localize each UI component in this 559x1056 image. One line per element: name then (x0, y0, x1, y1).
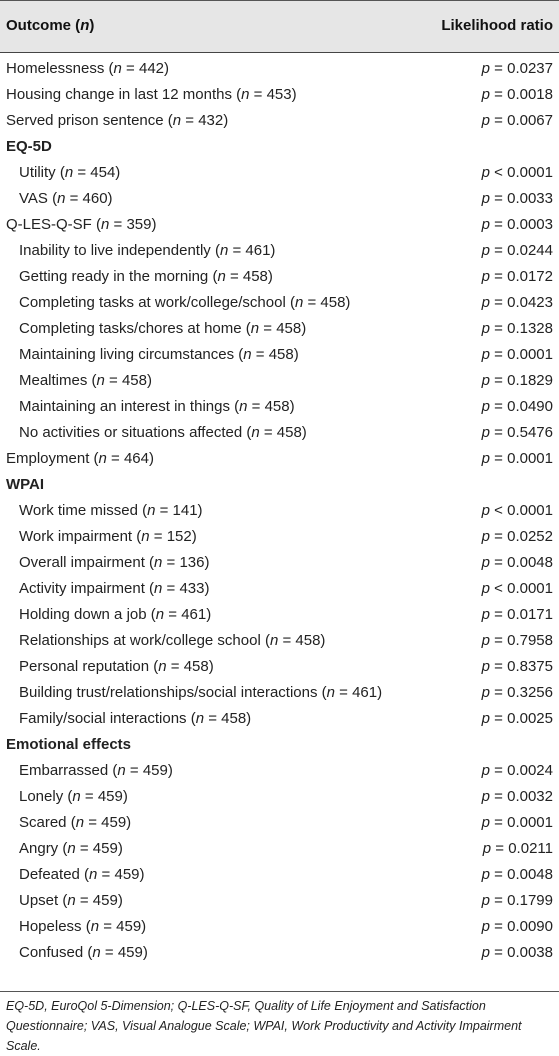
table-row (0, 524, 559, 550)
table-row (0, 56, 559, 82)
table-row (0, 316, 559, 342)
likelihood-value: p = 0.0024 (481, 762, 553, 779)
likelihood-value: p = 0.1799 (481, 892, 553, 909)
outcome-label: Maintaining an interest in things (n = 458) (19, 398, 295, 415)
outcome-label: Housing change in last 12 months (n = 453) (6, 86, 297, 103)
table-row (0, 706, 559, 732)
outcome-label: Upset (n = 459) (19, 892, 123, 909)
table-row (0, 628, 559, 654)
outcome-label: Inability to live independently (n = 461) (19, 242, 276, 259)
table-row (0, 680, 559, 706)
table-row (0, 342, 559, 368)
likelihood-value: p = 0.3256 (481, 684, 553, 701)
table-row (0, 186, 559, 212)
outcome-label: Overall impairment (n = 136) (19, 554, 210, 571)
outcome-label: Mealtimes (n = 458) (19, 372, 152, 389)
header-likelihood-ratio: Likelihood ratio (441, 17, 553, 34)
section-heading-row (0, 134, 559, 160)
outcome-label: Embarrassed (n = 459) (19, 762, 173, 779)
likelihood-value: p = 0.0048 (481, 866, 553, 883)
table-row (0, 264, 559, 290)
likelihood-value: p = 0.0025 (481, 710, 553, 727)
outcome-label: Scared (n = 459) (19, 814, 132, 831)
table-bottom-rule (0, 991, 559, 992)
table-row (0, 914, 559, 940)
outcome-label: Activity impairment (n = 433) (19, 580, 210, 597)
table-row (0, 394, 559, 420)
table-header (0, 1, 559, 53)
outcome-label: No activities or situations affected (n = 458) (19, 424, 307, 441)
table-row (0, 940, 559, 966)
outcome-label: Holding down a job (n = 461) (19, 606, 212, 623)
outcome-label: Utility (n = 454) (19, 164, 121, 181)
outcome-label: Maintaining living circumstances (n = 458) (19, 346, 299, 363)
table-row (0, 550, 559, 576)
likelihood-value: p = 0.1328 (481, 320, 553, 337)
table-row (0, 420, 559, 446)
table-row (0, 576, 559, 602)
likelihood-value: p = 0.0244 (481, 242, 553, 259)
outcome-label: Q-LES-Q-SF (n = 359) (6, 216, 157, 233)
likelihood-value: p < 0.0001 (481, 164, 553, 181)
table-row (0, 290, 559, 316)
outcome-label: Hopeless (n = 459) (19, 918, 147, 935)
outcome-label: Family/social interactions (n = 458) (19, 710, 252, 727)
likelihood-value: p = 0.7958 (481, 632, 553, 649)
likelihood-value: p = 0.0172 (481, 268, 553, 285)
likelihood-value: p = 0.1829 (481, 372, 553, 389)
section-heading: EQ-5D (6, 138, 52, 155)
table-row (0, 784, 559, 810)
outcome-label: Getting ready in the morning (n = 458) (19, 268, 273, 285)
outcome-label: Work impairment (n = 152) (19, 528, 197, 545)
table-row (0, 888, 559, 914)
table-row (0, 758, 559, 784)
table-row (0, 212, 559, 238)
outcome-label: Personal reputation (n = 458) (19, 658, 214, 675)
likelihood-value: p = 0.0211 (482, 840, 553, 857)
outcome-label: Homelessness (n = 442) (6, 60, 170, 77)
outcome-label: Work time missed (n = 141) (19, 502, 203, 519)
table-row (0, 836, 559, 862)
likelihood-value: p = 0.0237 (481, 60, 553, 77)
table-row (0, 160, 559, 186)
likelihood-value: p = 0.0038 (481, 944, 553, 961)
likelihood-value: p = 0.8375 (481, 658, 553, 675)
likelihood-value: p = 0.0033 (481, 190, 553, 207)
likelihood-value: p = 0.0490 (481, 398, 553, 415)
likelihood-value: p < 0.0001 (481, 502, 553, 519)
likelihood-value: p = 0.0090 (481, 918, 553, 935)
table-body (0, 53, 559, 966)
table-footnote: EQ-5D, EuroQol 5-Dimension; Q-LES-Q-SF, Quality of Life Enjoyment and Satisfaction Questionnaire; VAS, Visual Analogue Scale; WPAI, Work Productivity and Activity Impairment Scale. (6, 999, 522, 1053)
section-heading: WPAI (6, 476, 45, 493)
likelihood-value: p = 0.0001 (481, 814, 553, 831)
table-row (0, 810, 559, 836)
likelihood-value: p = 0.0003 (481, 216, 553, 233)
table-row (0, 108, 559, 134)
table-row (0, 498, 559, 524)
table-row (0, 654, 559, 680)
likelihood-value: p = 0.0048 (481, 554, 553, 571)
likelihood-value: p = 0.0252 (481, 528, 553, 545)
section-heading-row (0, 732, 559, 758)
outcome-label: Employment (n = 464) (6, 450, 154, 467)
table-row (0, 446, 559, 472)
outcome-label: VAS (n = 460) (19, 190, 113, 207)
section-heading: Emotional effects (6, 736, 132, 753)
likelihood-value: p < 0.0001 (481, 580, 553, 597)
outcome-label: Completing tasks at work/college/school (n = 458) (19, 294, 351, 311)
table-row (0, 82, 559, 108)
outcome-label: Angry (n = 459) (19, 840, 123, 857)
outcome-label: Served prison sentence (n = 432) (6, 112, 229, 129)
outcome-label: Relationships at work/college school (n = 458) (19, 632, 326, 649)
outcome-label: Lonely (n = 459) (19, 788, 128, 805)
table-row (0, 862, 559, 888)
likelihood-value: p = 0.0001 (481, 346, 553, 363)
outcome-label: Defeated (n = 459) (19, 866, 145, 883)
table-row (0, 238, 559, 264)
outcome-label: Confused (n = 459) (19, 944, 148, 961)
outcome-label: Completing tasks/chores at home (n = 458) (19, 320, 307, 337)
header-outcome: Outcome (n) (6, 17, 95, 34)
likelihood-value: p = 0.0171 (481, 606, 553, 623)
likelihood-value: p = 0.5476 (481, 424, 553, 441)
likelihood-value: p = 0.0423 (481, 294, 553, 311)
likelihood-value: p = 0.0067 (481, 112, 553, 129)
table-row (0, 602, 559, 628)
table-row (0, 368, 559, 394)
likelihood-value: p = 0.0032 (481, 788, 553, 805)
likelihood-value: p = 0.0018 (481, 86, 553, 103)
outcome-label: Building trust/relationships/social interactions (n = 461) (19, 684, 383, 701)
likelihood-value: p = 0.0001 (481, 450, 553, 467)
section-heading-row (0, 472, 559, 498)
